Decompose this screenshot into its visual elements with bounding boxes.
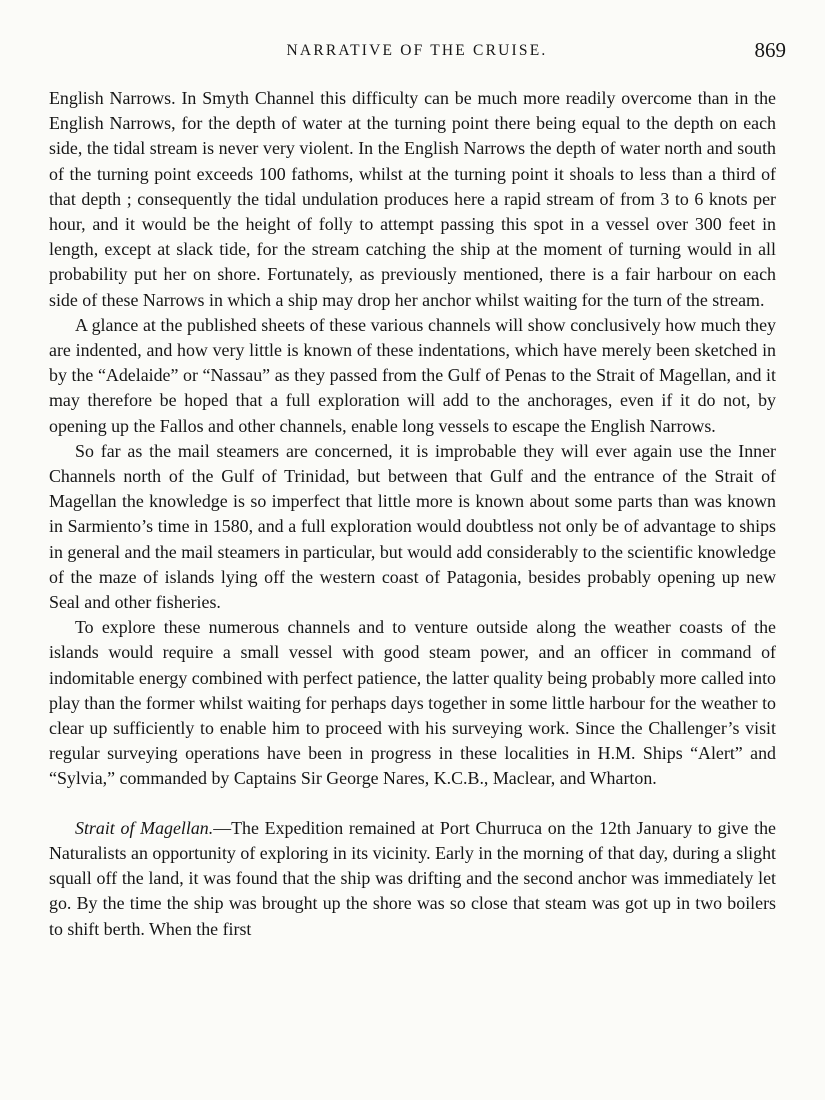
page-number: 869 <box>754 38 786 62</box>
paragraph-english-narrows: English Narrows. In Smyth Channel this difficulty can be much more readily overcome than in the English Narrows, for the depth of water at the turning point there being equal to the depth on each side, the tidal stream is never very violent. In the English Narrows the depth of water north and south of the turning point exceeds 100 fathoms, whilst at the turning point it shoals to less than a third of that depth ; consequently the tidal undulation produces here a rapid stream of from 3 to 6 knots per hour, and it would be the height of folly to attempt passing this spot in a vessel over 300 feet in length, except at slack tide, for the stream catching the ship at the moment of turning would in all probability put her on shore. Fortunately, as previously mentioned, there is a fair harbour on each side of these Narrows in which a ship may drop her anchor whilst waiting for the turn of the stream. <box>49 88 776 310</box>
running-title: NARRATIVE OF THE CRUISE. <box>286 42 548 59</box>
section-run-in-heading: Strait of Magellan. <box>75 817 214 838</box>
paragraph-mail-steamers: So far as the mail steamers are concerned, it is improbable they will ever again use the Inner Channels north of the Gulf of Trinidad, but between that Gulf and the entrance of the Strait of Magellan the knowledge is so imperfect that little more is known about some parts than was known in Sarmiento’s time in 1580, and a full exploration would doubtless not only be of advantage to ships in general and the mail steamers in particular, but would add considerably to the scientific knowledge of the maze of islands lying off the western coast of Patagonia, besides probably opening up new Seal and other fisheries. <box>49 440 776 613</box>
paragraph-exploration: To explore these numerous channels and to venture outside along the weather coasts of the islands would require a small vessel with good steam power, and an officer in command of indomitable energy combined with perfect patience, the latter quality being probably more called into play than the former whilst waiting for perhaps days together in some little harbour for the weather to clear up sufficiently to enable him to proceed with his surveying work. Since the Challenger’s visit regular surveying operations have been in progress in these localities in H.M. Ships “Alert” and “Sylvia,” commanded by Captains Sir George Nares, K.C.B., Maclear, and Wharton. <box>49 617 776 789</box>
body-text <box>49 86 776 942</box>
paragraph-strait-of-magellan <box>49 816 776 942</box>
paragraph-published-sheets: A glance at the published sheets of these various channels will show conclusively how much they are indented, and how very little is known of these indentations, which have merely been sketched in by the “Adelaide” or “Nassau” as they passed from the Gulf of Penas to the Strait of Magellan, and it may therefore be hoped that a full exploration will add to the anchorages, even if it do not, by opening up the Fallos and other channels, enable long vessels to escape the English Narrows. <box>49 314 776 436</box>
paragraph-strait-text: —The Expedition remained at Port Churruca on the 12th January to give the Naturalists an opportunity of exploring in its vicinity. Early in the morning of that day, during a slight squall off the land, it was found that the ship was drifting and the second anchor was immediately let go. By the time the ship was brought up the shore was so close that steam was got up in two boilers to shift berth. When the first <box>49 817 776 939</box>
running-head <box>48 38 786 64</box>
